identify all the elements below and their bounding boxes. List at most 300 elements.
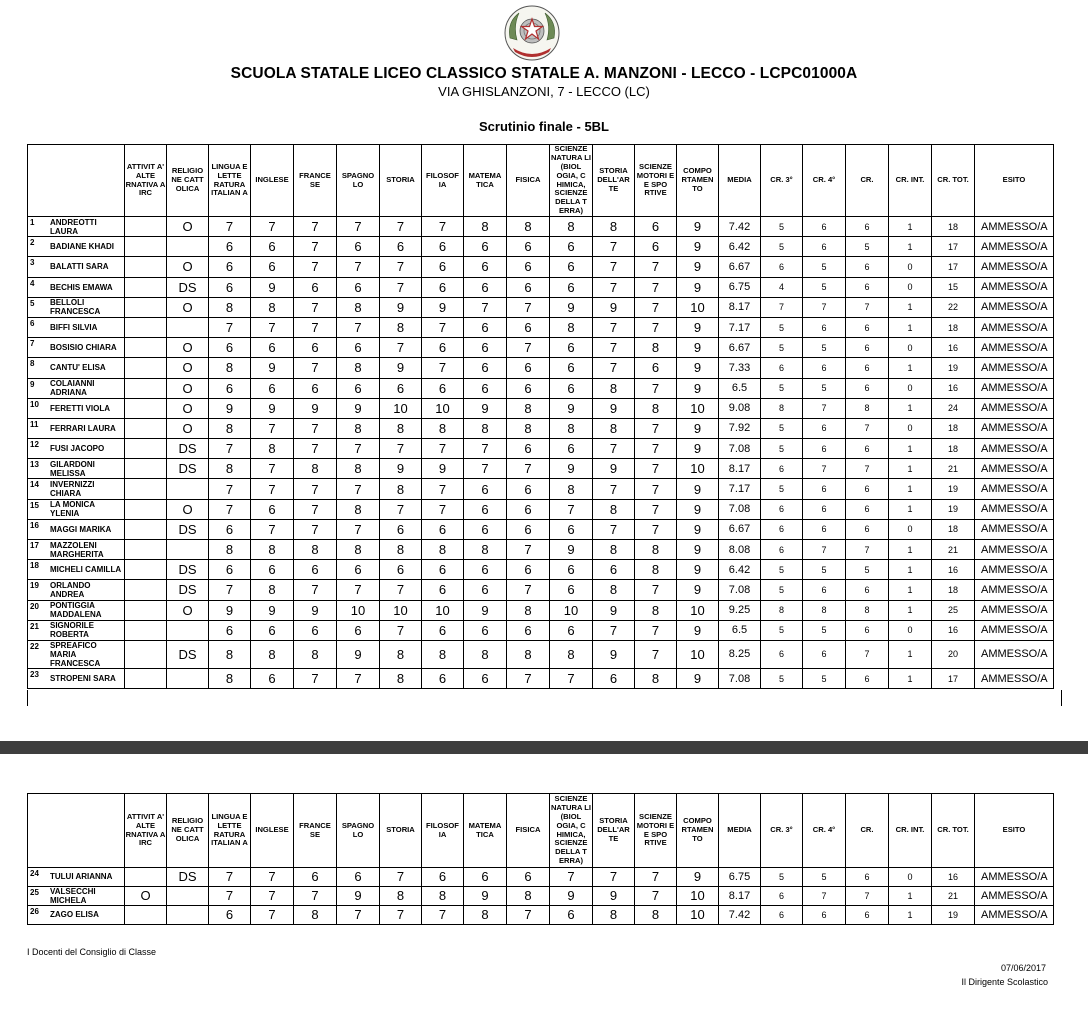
grades-table-page1 <box>27 144 1054 689</box>
grade-cell-ita: 7 <box>209 886 251 905</box>
grade-cell-fil: 6 <box>422 257 464 277</box>
grade-cell-cr4: 6 <box>803 418 846 438</box>
column-header-fis: FISICA <box>507 145 550 217</box>
grade-cell-sto: 8 <box>380 317 422 337</box>
student-name-cell <box>28 237 125 257</box>
grade-cell-cr4: 6 <box>803 439 846 459</box>
grade-cell-cr3: 6 <box>761 640 803 668</box>
grade-cell-fis: 8 <box>507 217 550 237</box>
grade-cell-art: 7 <box>593 237 635 257</box>
column-header-cr: CR. <box>846 794 889 868</box>
column-header-ing: INGLESE <box>251 145 294 217</box>
grade-cell-art: 9 <box>593 600 635 620</box>
grade-cell-cr: 6 <box>846 519 889 539</box>
grade-cell-cr3: 5 <box>761 620 803 640</box>
grade-cell-fis: 8 <box>507 886 550 905</box>
column-header-sto: STORIA <box>380 145 422 217</box>
grade-cell-cri: 0 <box>889 277 932 297</box>
grade-cell-fra: 7 <box>294 479 337 499</box>
grade-cell-esito: AMMESSO/A <box>975 905 1054 924</box>
grade-cell-fil: 7 <box>422 905 464 924</box>
column-header-fra: FRANCE SE <box>294 145 337 217</box>
grade-cell-rel: O <box>167 600 209 620</box>
grade-cell-rel <box>167 540 209 560</box>
grade-cell-rel <box>167 620 209 640</box>
grade-cell-fil: 8 <box>422 418 464 438</box>
grade-cell-ita: 8 <box>209 418 251 438</box>
grade-cell-sci: 6 <box>550 560 593 580</box>
student-name-cell <box>28 905 125 924</box>
grade-cell-sto: 8 <box>380 540 422 560</box>
grade-cell-med: 7.42 <box>719 217 761 237</box>
grade-cell-alt <box>125 398 167 418</box>
grade-cell-cr: 7 <box>846 418 889 438</box>
grade-cell-cr3: 6 <box>761 257 803 277</box>
grade-cell-cr4: 7 <box>803 297 846 317</box>
grade-cell-alt <box>125 640 167 668</box>
grade-cell-cr: 6 <box>846 277 889 297</box>
grade-cell-cr4: 7 <box>803 398 846 418</box>
student-name-cell <box>28 868 125 887</box>
grade-cell-rel: O <box>167 257 209 277</box>
grade-cell-alt <box>125 297 167 317</box>
grade-cell-ita: 7 <box>209 217 251 237</box>
grade-cell-fis: 6 <box>507 317 550 337</box>
grade-cell-crt: 17 <box>932 257 975 277</box>
student-number: 11 <box>30 419 39 429</box>
grade-cell-fis: 8 <box>507 600 550 620</box>
grade-cell-sci: 8 <box>550 317 593 337</box>
student-number: 17 <box>30 541 39 550</box>
grade-cell-crt: 19 <box>932 358 975 378</box>
grade-cell-cr3: 6 <box>761 519 803 539</box>
grade-cell-fil: 6 <box>422 237 464 257</box>
student-number: 3 <box>30 258 35 268</box>
student-name: SIGNORILE ROBERTA <box>50 621 95 640</box>
grade-cell-mot: 7 <box>635 620 677 640</box>
grade-cell-sci: 7 <box>550 499 593 519</box>
grade-cell-crt: 16 <box>932 620 975 640</box>
grade-cell-cr: 7 <box>846 540 889 560</box>
student-name-cell <box>28 297 125 317</box>
grade-cell-med: 8.08 <box>719 540 761 560</box>
grade-cell-sto: 8 <box>380 668 422 688</box>
grade-cell-ita: 9 <box>209 398 251 418</box>
grade-cell-cri: 1 <box>889 297 932 317</box>
student-name: SPREAFICO MARIA FRANCESCA <box>50 640 101 668</box>
student-row <box>28 499 1054 519</box>
grade-cell-ita: 6 <box>209 378 251 398</box>
student-number: 7 <box>30 339 35 349</box>
grade-cell-ita: 6 <box>209 905 251 924</box>
grade-cell-art: 9 <box>593 640 635 668</box>
grade-cell-spa: 7 <box>337 217 380 237</box>
grade-cell-med: 8.17 <box>719 297 761 317</box>
grade-cell-mot: 7 <box>635 277 677 297</box>
grade-cell-mat: 7 <box>464 297 507 317</box>
grade-cell-cr: 6 <box>846 378 889 398</box>
grade-cell-esito: AMMESSO/A <box>975 439 1054 459</box>
student-number: 16 <box>30 520 39 530</box>
grade-cell-sto: 7 <box>380 499 422 519</box>
grade-cell-crt: 24 <box>932 398 975 418</box>
grade-cell-alt <box>125 540 167 560</box>
student-name: CANTU' ELISA <box>50 363 106 373</box>
grade-cell-art: 8 <box>593 540 635 560</box>
grade-cell-mot: 8 <box>635 668 677 688</box>
grade-cell-med: 6.67 <box>719 257 761 277</box>
grade-cell-art: 8 <box>593 499 635 519</box>
grade-cell-ing: 7 <box>251 418 294 438</box>
grade-cell-fis: 6 <box>507 237 550 257</box>
grade-cell-ing: 8 <box>251 439 294 459</box>
grade-cell-art: 9 <box>593 886 635 905</box>
column-header-ing: INGLESE <box>251 794 294 868</box>
student-number: 25 <box>30 887 39 897</box>
student-name-cell <box>28 499 125 519</box>
grade-cell-fis: 6 <box>507 499 550 519</box>
grade-cell-com: 9 <box>677 560 719 580</box>
grade-cell-sto: 7 <box>380 277 422 297</box>
grade-cell-med: 8.17 <box>719 886 761 905</box>
grade-cell-alt <box>125 257 167 277</box>
student-name: BECHIS EMAWA <box>50 282 113 292</box>
grade-cell-esito: AMMESSO/A <box>975 560 1054 580</box>
grade-cell-com: 9 <box>677 580 719 600</box>
grade-cell-sto: 9 <box>380 358 422 378</box>
school-address: VIA GHISLANZONI, 7 - LECCO (LC) <box>438 84 650 99</box>
grade-cell-med: 7.92 <box>719 418 761 438</box>
grade-cell-esito: AMMESSO/A <box>975 277 1054 297</box>
student-name-cell <box>28 540 125 560</box>
student-row <box>28 217 1054 237</box>
grade-cell-rel: O <box>167 398 209 418</box>
grade-cell-cri: 1 <box>889 398 932 418</box>
grade-cell-mat: 6 <box>464 868 507 887</box>
grade-cell-sci: 10 <box>550 600 593 620</box>
column-header-alt: ATTIVIT A' ALTE RNATIVA A IRC <box>125 794 167 868</box>
grade-cell-esito: AMMESSO/A <box>975 540 1054 560</box>
student-name-cell <box>28 519 125 539</box>
grade-cell-ita: 8 <box>209 358 251 378</box>
grade-cell-com: 9 <box>677 378 719 398</box>
grade-cell-ing: 7 <box>251 905 294 924</box>
grade-cell-esito: AMMESSO/A <box>975 217 1054 237</box>
grade-cell-cr4: 5 <box>803 620 846 640</box>
grade-cell-alt <box>125 358 167 378</box>
grade-cell-art: 9 <box>593 297 635 317</box>
student-row <box>28 297 1054 317</box>
grade-cell-fis: 6 <box>507 479 550 499</box>
student-name: TULUI ARIANNA <box>50 872 113 882</box>
grade-cell-esito: AMMESSO/A <box>975 668 1054 688</box>
student-name: LA MONICA YLENIA <box>50 500 95 519</box>
student-name: MAGGI MARIKA <box>50 524 112 534</box>
grade-cell-cri: 0 <box>889 338 932 358</box>
grade-cell-sto: 10 <box>380 398 422 418</box>
grade-cell-cr3: 7 <box>761 297 803 317</box>
grade-cell-fil: 7 <box>422 217 464 237</box>
grade-cell-rel <box>167 886 209 905</box>
student-number: 14 <box>30 480 39 490</box>
column-header-cr: CR. <box>846 145 889 217</box>
grade-cell-cr: 7 <box>846 297 889 317</box>
grade-cell-ing: 7 <box>251 217 294 237</box>
grade-cell-mat: 8 <box>464 540 507 560</box>
grade-cell-alt <box>125 560 167 580</box>
grade-cell-crt: 25 <box>932 600 975 620</box>
grade-cell-fis: 6 <box>507 378 550 398</box>
grade-cell-crt: 16 <box>932 338 975 358</box>
grade-cell-esito: AMMESSO/A <box>975 297 1054 317</box>
grade-cell-ing: 6 <box>251 237 294 257</box>
grade-cell-esito: AMMESSO/A <box>975 378 1054 398</box>
grade-cell-art: 7 <box>593 317 635 337</box>
grade-cell-cr4: 5 <box>803 378 846 398</box>
student-row <box>28 905 1054 924</box>
grade-cell-mot: 6 <box>635 217 677 237</box>
grade-cell-spa: 9 <box>337 640 380 668</box>
grade-cell-art: 7 <box>593 620 635 640</box>
grade-cell-esito: AMMESSO/A <box>975 580 1054 600</box>
column-header-fis: FISICA <box>507 794 550 868</box>
grade-cell-ita: 7 <box>209 580 251 600</box>
grade-cell-rel: DS <box>167 560 209 580</box>
grade-cell-mat: 6 <box>464 378 507 398</box>
student-number: 4 <box>30 278 35 288</box>
student-name: VALSECCHI MICHELA <box>50 886 96 905</box>
grade-cell-ita: 7 <box>209 317 251 337</box>
grade-cell-fil: 7 <box>422 358 464 378</box>
grade-cell-fis: 7 <box>507 905 550 924</box>
column-header-med: MEDIA <box>719 794 761 868</box>
grade-cell-art: 8 <box>593 580 635 600</box>
grade-cell-cri: 1 <box>889 217 932 237</box>
grade-cell-sci: 6 <box>550 358 593 378</box>
grade-cell-cr: 6 <box>846 217 889 237</box>
grade-cell-fra: 8 <box>294 540 337 560</box>
grade-cell-rel: DS <box>167 580 209 600</box>
grade-cell-fra: 7 <box>294 217 337 237</box>
student-number: 5 <box>30 298 35 308</box>
principal-signature-label: Il Dirigente Scolastico <box>961 977 1048 987</box>
grade-cell-fil: 10 <box>422 398 464 418</box>
grade-cell-cri: 1 <box>889 317 932 337</box>
grade-cell-rel: DS <box>167 459 209 479</box>
column-header-fil: FILOSOF IA <box>422 794 464 868</box>
grade-cell-mat: 8 <box>464 217 507 237</box>
grade-cell-spa: 8 <box>337 459 380 479</box>
grade-cell-fis: 6 <box>507 620 550 640</box>
student-row <box>28 257 1054 277</box>
grade-cell-fis: 7 <box>507 668 550 688</box>
student-number: 19 <box>30 581 39 591</box>
grade-cell-spa: 7 <box>337 519 380 539</box>
grade-cell-com: 9 <box>677 439 719 459</box>
grade-cell-cr3: 5 <box>761 217 803 237</box>
grade-cell-fis: 7 <box>507 459 550 479</box>
grade-cell-fis: 8 <box>507 640 550 668</box>
grade-cell-crt: 18 <box>932 519 975 539</box>
column-header-sto: STORIA <box>380 794 422 868</box>
grade-cell-cr4: 6 <box>803 358 846 378</box>
grade-cell-spa: 8 <box>337 297 380 317</box>
grade-cell-fil: 10 <box>422 600 464 620</box>
grade-cell-fis: 6 <box>507 519 550 539</box>
student-row <box>28 640 1054 668</box>
grade-cell-med: 6.67 <box>719 519 761 539</box>
column-header-esito: ESITO <box>975 794 1054 868</box>
grade-cell-ita: 9 <box>209 600 251 620</box>
student-header <box>28 794 125 868</box>
grade-cell-ing: 6 <box>251 338 294 358</box>
grade-cell-cri: 1 <box>889 600 932 620</box>
grade-cell-mat: 6 <box>464 668 507 688</box>
grade-cell-rel: DS <box>167 640 209 668</box>
grade-cell-fra: 7 <box>294 418 337 438</box>
grade-cell-fis: 6 <box>507 560 550 580</box>
grade-cell-mot: 7 <box>635 479 677 499</box>
grade-cell-crt: 18 <box>932 418 975 438</box>
grade-cell-cr4: 6 <box>803 519 846 539</box>
grade-cell-ita: 8 <box>209 459 251 479</box>
grade-cell-ing: 8 <box>251 297 294 317</box>
grade-cell-alt <box>125 439 167 459</box>
grade-cell-ita: 6 <box>209 560 251 580</box>
grade-cell-rel: DS <box>167 868 209 887</box>
grade-cell-com: 9 <box>677 519 719 539</box>
student-row <box>28 668 1054 688</box>
grade-cell-cri: 1 <box>889 499 932 519</box>
grade-cell-alt <box>125 868 167 887</box>
student-name: BADIANE KHADI <box>50 242 114 252</box>
grade-cell-cr: 6 <box>846 479 889 499</box>
grade-cell-rel: O <box>167 499 209 519</box>
column-header-sci: SCIENZE NATURA LI (BIOL OGIA, C HIMICA, SCIENZE DELLA T ERRA) <box>550 794 593 868</box>
grade-cell-ita: 7 <box>209 499 251 519</box>
grade-cell-mot: 8 <box>635 338 677 358</box>
grade-cell-mat: 9 <box>464 600 507 620</box>
grade-cell-cr: 5 <box>846 560 889 580</box>
grade-cell-com: 10 <box>677 459 719 479</box>
grade-cell-spa: 7 <box>337 479 380 499</box>
column-header-ita: LINGUA E LETTE RATURA ITALIAN A <box>209 794 251 868</box>
column-header-med: MEDIA <box>719 145 761 217</box>
grade-cell-alt <box>125 418 167 438</box>
grade-cell-crt: 17 <box>932 237 975 257</box>
grade-cell-fra: 7 <box>294 886 337 905</box>
grade-cell-fra: 6 <box>294 338 337 358</box>
grade-cell-sci: 9 <box>550 886 593 905</box>
grade-cell-art: 7 <box>593 868 635 887</box>
grade-cell-spa: 7 <box>337 905 380 924</box>
student-name: PONTIGGIA MADDALENA <box>50 601 102 620</box>
grade-cell-sto: 8 <box>380 640 422 668</box>
grade-cell-fil: 6 <box>422 277 464 297</box>
grade-cell-cr4: 7 <box>803 886 846 905</box>
grade-cell-sci: 6 <box>550 338 593 358</box>
grade-cell-spa: 7 <box>337 439 380 459</box>
student-number: 24 <box>30 869 39 878</box>
student-row <box>28 540 1054 560</box>
grade-cell-ing: 6 <box>251 620 294 640</box>
grade-cell-med: 7.33 <box>719 358 761 378</box>
grade-cell-ing: 6 <box>251 499 294 519</box>
grade-cell-spa: 8 <box>337 499 380 519</box>
student-number: 15 <box>30 500 39 510</box>
grade-cell-med: 6.75 <box>719 277 761 297</box>
student-name: FERRARI LAURA <box>50 423 116 433</box>
grade-cell-sto: 7 <box>380 905 422 924</box>
grade-cell-ita: 6 <box>209 620 251 640</box>
student-row <box>28 479 1054 499</box>
column-header-cr3: CR. 3° <box>761 794 803 868</box>
grade-cell-sci: 8 <box>550 640 593 668</box>
grade-cell-com: 9 <box>677 358 719 378</box>
grade-cell-fis: 6 <box>507 868 550 887</box>
grade-cell-mat: 6 <box>464 560 507 580</box>
grade-cell-mat: 6 <box>464 338 507 358</box>
grade-cell-cr: 6 <box>846 868 889 887</box>
grade-cell-cr4: 6 <box>803 580 846 600</box>
student-name-cell <box>28 560 125 580</box>
grade-cell-fra: 6 <box>294 620 337 640</box>
grade-cell-alt <box>125 378 167 398</box>
grade-cell-cri: 0 <box>889 257 932 277</box>
grade-cell-art: 6 <box>593 668 635 688</box>
grade-cell-fis: 6 <box>507 439 550 459</box>
grade-cell-cri: 1 <box>889 459 932 479</box>
column-header-crt: CR. TOT. <box>932 794 975 868</box>
grade-cell-sto: 7 <box>380 580 422 600</box>
grade-cell-sto: 6 <box>380 519 422 539</box>
grade-cell-cr: 8 <box>846 600 889 620</box>
student-name-cell <box>28 479 125 499</box>
grade-cell-cr: 6 <box>846 257 889 277</box>
grade-cell-rel: O <box>167 378 209 398</box>
grade-cell-ita: 6 <box>209 277 251 297</box>
grade-cell-sto: 7 <box>380 217 422 237</box>
grade-cell-cri: 0 <box>889 620 932 640</box>
grade-cell-med: 6.75 <box>719 868 761 887</box>
grade-cell-sto: 7 <box>380 338 422 358</box>
grade-cell-cr4: 6 <box>803 217 846 237</box>
grade-cell-com: 10 <box>677 398 719 418</box>
grade-cell-crt: 16 <box>932 378 975 398</box>
grade-cell-esito: AMMESSO/A <box>975 459 1054 479</box>
grade-cell-esito: AMMESSO/A <box>975 317 1054 337</box>
grade-cell-cri: 1 <box>889 886 932 905</box>
grade-cell-sto: 6 <box>380 560 422 580</box>
grade-cell-crt: 21 <box>932 540 975 560</box>
grade-cell-mot: 8 <box>635 905 677 924</box>
grade-cell-rel: DS <box>167 519 209 539</box>
grade-cell-ita: 8 <box>209 640 251 668</box>
student-number: 23 <box>30 669 39 679</box>
student-row <box>28 519 1054 539</box>
student-name-cell <box>28 317 125 337</box>
grade-cell-cr3: 4 <box>761 277 803 297</box>
grade-cell-art: 7 <box>593 358 635 378</box>
grade-cell-alt <box>125 459 167 479</box>
grade-cell-sci: 6 <box>550 519 593 539</box>
grade-cell-sto: 10 <box>380 600 422 620</box>
student-row <box>28 439 1054 459</box>
column-header-alt: ATTIVIT A' ALTE RNATIVA A IRC <box>125 145 167 217</box>
grade-cell-ing: 7 <box>251 479 294 499</box>
grade-cell-crt: 17 <box>932 668 975 688</box>
grade-cell-sci: 6 <box>550 439 593 459</box>
